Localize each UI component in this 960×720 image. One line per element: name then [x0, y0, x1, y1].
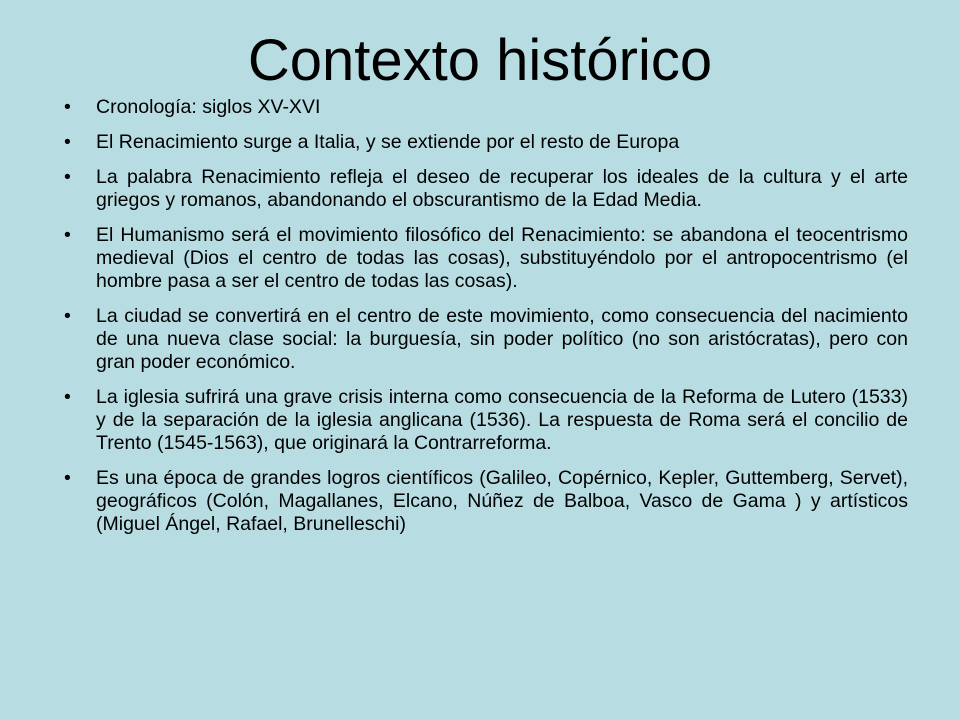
bullet-item	[64, 96, 908, 119]
bullet-dot: •	[64, 305, 71, 327]
slide-title: Contexto histórico	[247, 28, 713, 93]
bullet-text: Cronología: siglos XV-XVI	[96, 96, 321, 118]
bullet-dot: •	[64, 224, 71, 246]
bullet-item	[64, 386, 908, 455]
bullet-item	[64, 305, 908, 374]
bullet-item	[64, 467, 908, 536]
bullet-list	[64, 96, 908, 548]
bullet-text: La palabra Renacimiento refleja el deseo de recuperar los ideales de la cultura y el arte griegos y romanos, abandonando el obscurantismo de la Edad Media.	[96, 166, 908, 211]
bullet-dot: •	[64, 131, 71, 153]
bullet-text: El Renacimiento surge a Italia, y se extiende por el resto de Europa	[96, 131, 680, 153]
bullet-dot: •	[64, 166, 71, 188]
bullet-dot: •	[64, 467, 71, 489]
bullet-dot: •	[64, 386, 71, 408]
bullet-item	[64, 131, 908, 154]
bullet-text: La iglesia sufrirá una grave crisis interna como consecuencia de la Reforma de Lutero (1533) y de la separación de la iglesia anglicana (1536). La respuesta de Roma será el concilio de Trento (1545-1563), que originará la Contrarreforma.	[96, 386, 908, 454]
bullet-item	[64, 166, 908, 212]
bullet-dot: •	[64, 96, 71, 118]
bullet-item	[64, 224, 908, 293]
bullet-text: Es una época de grandes logros científicos (Galileo, Copérnico, Kepler, Guttemberg, Servet), geográficos (Colón, Magallanes, Elcano, Núñez de Balboa, Vasco de Gama ) y artísticos (Miguel Ángel, Rafael, Brunelleschi)	[96, 467, 908, 535]
bullet-text: El Humanismo será el movimiento filosófico del Renacimiento: se abandona el teocentrismo medieval (Dios el centro de todas las cosas), substituyéndolo por el antropocentrismo (el hombre pasa a ser el centro de todas las cosas).	[96, 224, 908, 292]
bullet-text: La ciudad se convertirá en el centro de este movimiento, como consecuencia del nacimiento de una nueva clase social: la burguesía, sin poder político (no son aristócratas), pero con gran poder económico.	[96, 305, 908, 373]
